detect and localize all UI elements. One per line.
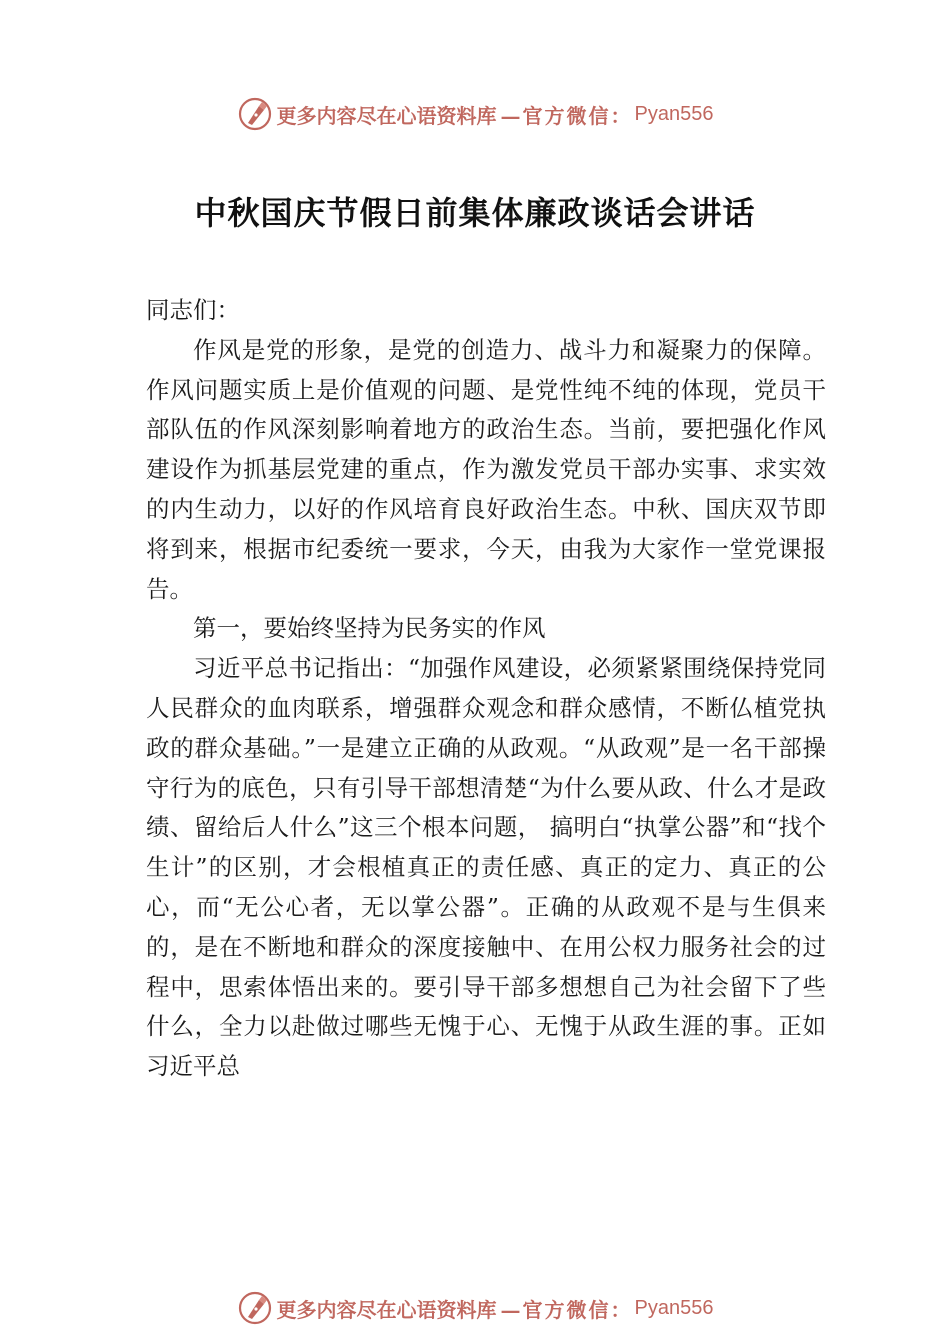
- body-paragraph: 习近平总书记指出：“加强作风建设，必须紧紧围绕保持党同人民群众的血肉联系，增强群众观念和群众感情，不断仏植党执政的群众基础。”一是建立正确的从政观。“从政观”是一名干部操守行为的底色，只有引导干部想清楚“为什么要从政、什么才是政绩、留给后人什么”这三个根本问题， 搞明白“执掌公器”和“找个生计”的区别，才会根植真正的责任感、真正的定力、真正的公心，而“无公心者，无以掌公器”。正确的从政观不是与生俱来的，是在不断地和群众的深度接触中、在用公权力服务社会的过程中，思索体悟出来的。要引导干部多想想自己为社会留下了些什么，全力以赴做过哪些无愧于心、无愧于从政生涯的事。正如习近平总: [146, 654, 826, 1081]
- watermark-wechat-id: Pyan556: [634, 1296, 714, 1319]
- pen-nib-logo-icon: [237, 1290, 273, 1326]
- watermark-wechat-label: —官方微信：: [500, 103, 633, 128]
- salutation: 同志们：: [146, 296, 240, 324]
- header-watermark: [0, 96, 950, 132]
- section-heading: 第一，要始终坚持为民务实的作风: [193, 614, 546, 643]
- pen-nib-logo-icon: [237, 96, 273, 132]
- footer-watermark: [0, 1290, 950, 1326]
- document-title: 中秋国庆节假日前集体廉政谈话会讲话: [194, 194, 756, 232]
- watermark-wechat-id: Pyan556: [634, 102, 714, 125]
- watermark-library-text: 更多内容尽在心语资料库: [276, 103, 497, 128]
- document-body: [146, 291, 826, 1087]
- watermark-wechat-label: —官方微信：: [500, 1297, 633, 1322]
- watermark-library-text: 更多内容尽在心语资料库: [276, 1297, 497, 1322]
- body-paragraph: 作风是党的形象，是党的创造力、战斗力和凝聚力的保障。作风问题实质上是价值观的问题、是党性纯不纯的体现，党员干部队伍的作风深刻影响着地方的政治生态。当前，要把强化作风建设作为抓基层党建的重点，作为激发党员干部办实事、求实效的内生动力，以好的作风培育良好政治生态。中秋、国庆双节即将到来，根据市纪委统一要求，今天，由我为大家作一堂党课报告。: [146, 335, 826, 603]
